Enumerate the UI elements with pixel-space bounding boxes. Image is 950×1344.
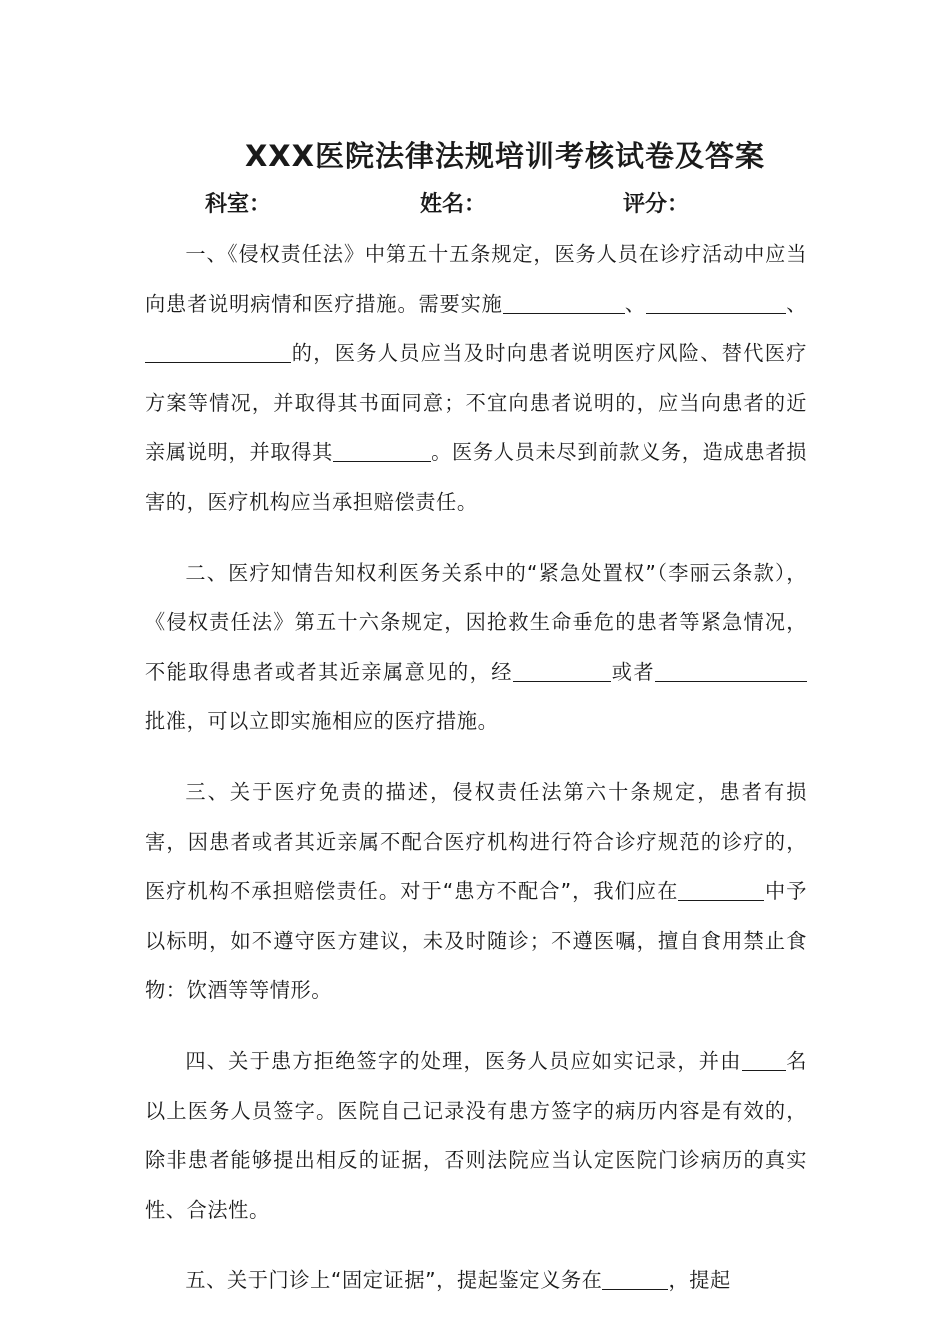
question-4: 四、关于患方拒绝签字的处理，医务人员应如实记录，并由 名以上医务人员签字。医院自己记录没有患方签字的病历内容是有效的，除非患者能够提出相反的证据，否则法院应当认定医院门诊病历的真实性、合法性。 (145, 1048, 807, 1222)
answer-blank[interactable] (513, 661, 611, 682)
answer-blank[interactable] (602, 1269, 668, 1290)
answer-blank[interactable] (678, 880, 764, 901)
answer-blank[interactable] (503, 292, 625, 313)
score-label: 评分： (623, 192, 690, 217)
question-list (145, 230, 807, 1306)
question-2: 二、医疗知情告知权利医务关系中的“紧急处置权”（李丽云条款），《侵权责任法》第五十六条规定，因抢救生命垂危的患者等紧急情况，不能取得患者或者其近亲属意见的，经 或者批准，可以立即实施相应的医疗措施。 (145, 560, 807, 734)
question-5: 五、关于门诊上“固定证据”，提起鉴定义务在 ，提起 (185, 1268, 731, 1293)
question-3: 三、关于医疗免责的描述，侵权责任法第六十条规定，患者有损害，因患者或者其近亲属不配合医疗机构进行符合诊疗规范的诊疗的，医疗机构不承担赔偿责任。对于“患方不配合”，我们应在 中予以标明，如不遵守医方建议，未及时随诊；不遵医嘱，擅自食用禁止食物：饮酒等等情形。 (145, 779, 808, 1003)
answer-blank[interactable] (145, 342, 291, 363)
answer-blank[interactable] (333, 441, 431, 462)
answer-blank[interactable] (655, 661, 807, 682)
answer-blank[interactable] (742, 1050, 786, 1071)
page-title: XXX医院法律法规培训考核试卷及答案 (244, 139, 766, 173)
question-1: 一、《侵权责任法》中第五十五条规定，医务人员在诊疗活动中应当向患者说明病情和医疗措施。需要实施 、 、的，医务人员应当及时向患者说明医疗风险、替代医疗方案等情况，并取得其书面同意；不宜向患者说明的，应当向患者的近亲属说明，并取得其 。医务人员未尽到前款义务，造成患者损害的，医疗机构应当承担赔偿责任。 (145, 242, 807, 514)
department-label: 科室： (205, 192, 272, 217)
name-label: 姓名： (420, 192, 487, 217)
answer-blank[interactable] (646, 292, 786, 313)
